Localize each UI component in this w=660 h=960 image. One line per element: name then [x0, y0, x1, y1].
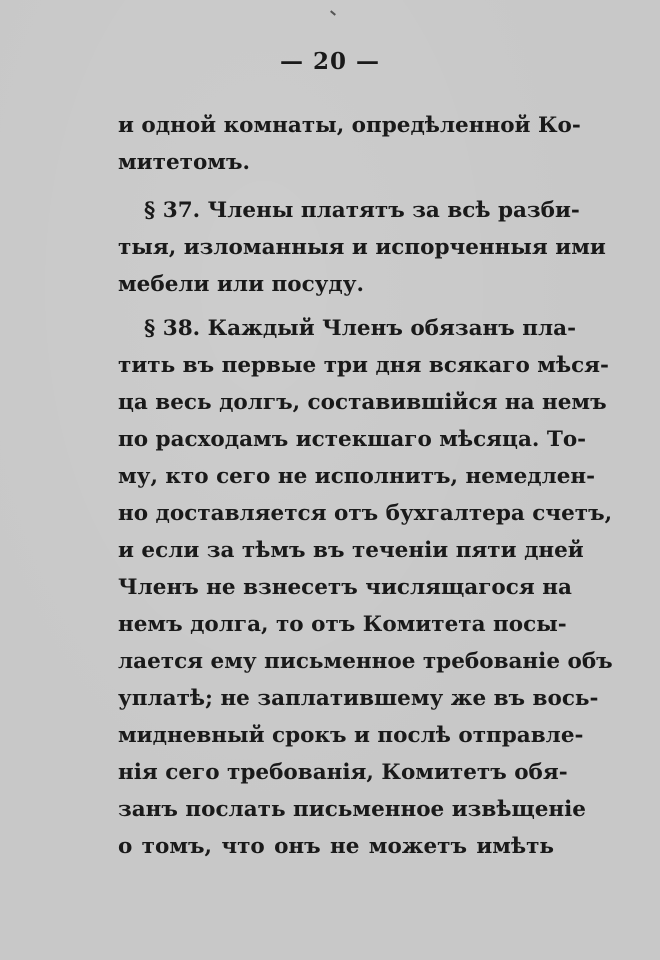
text-line: занъ послать письменное извѣщеніе	[118, 797, 586, 822]
text-line: ца весь долгъ, составившійся на немъ	[118, 390, 607, 415]
section-38	[118, 310, 613, 865]
text-line: § 38. Каждый Членъ обязанъ пла-	[144, 316, 576, 341]
text-line: Членъ не взнесетъ числящагося на	[118, 575, 572, 600]
text-line: уплатѣ; не заплатившему же въ вось-	[118, 686, 599, 711]
text-line: § 37. Члены платятъ за всѣ разби-	[144, 198, 580, 223]
ink-speck	[330, 10, 336, 15]
text-line: немъ долга, то отъ Комитета посы-	[118, 612, 567, 637]
text-line: му, кто сего не исполнитъ, немедлен-	[118, 464, 596, 489]
text-line: мебели или посуду.	[118, 272, 365, 297]
text-line: и если за тѣмъ въ теченіи пяти дней	[118, 538, 584, 563]
text-line: мидневный срокъ и послѣ отправле-	[118, 723, 584, 748]
page-number: — 20 —	[279, 48, 381, 75]
section-37	[118, 192, 606, 303]
text-line: лается ему письменное требованіе объ	[118, 649, 613, 674]
text-line: о томъ, что онъ не можетъ имѣть	[118, 834, 554, 859]
text-line: но доставляется отъ бухгалтера счетъ,	[118, 501, 613, 526]
continuation-paragraph	[118, 107, 581, 181]
text-line: и одной комнаты, опредѣленной Ко-	[118, 113, 581, 138]
text-line: тыя, изломанныя и испорченныя ими	[118, 235, 606, 260]
text-line: нія сего требованія, Комитетъ обя-	[118, 760, 568, 785]
text-line: по расходамъ истекшаго мѣсяца. То-	[118, 427, 587, 452]
text-line: тить въ первые три дня всякаго мѣся-	[118, 353, 609, 378]
text-line: митетомъ.	[118, 150, 250, 175]
